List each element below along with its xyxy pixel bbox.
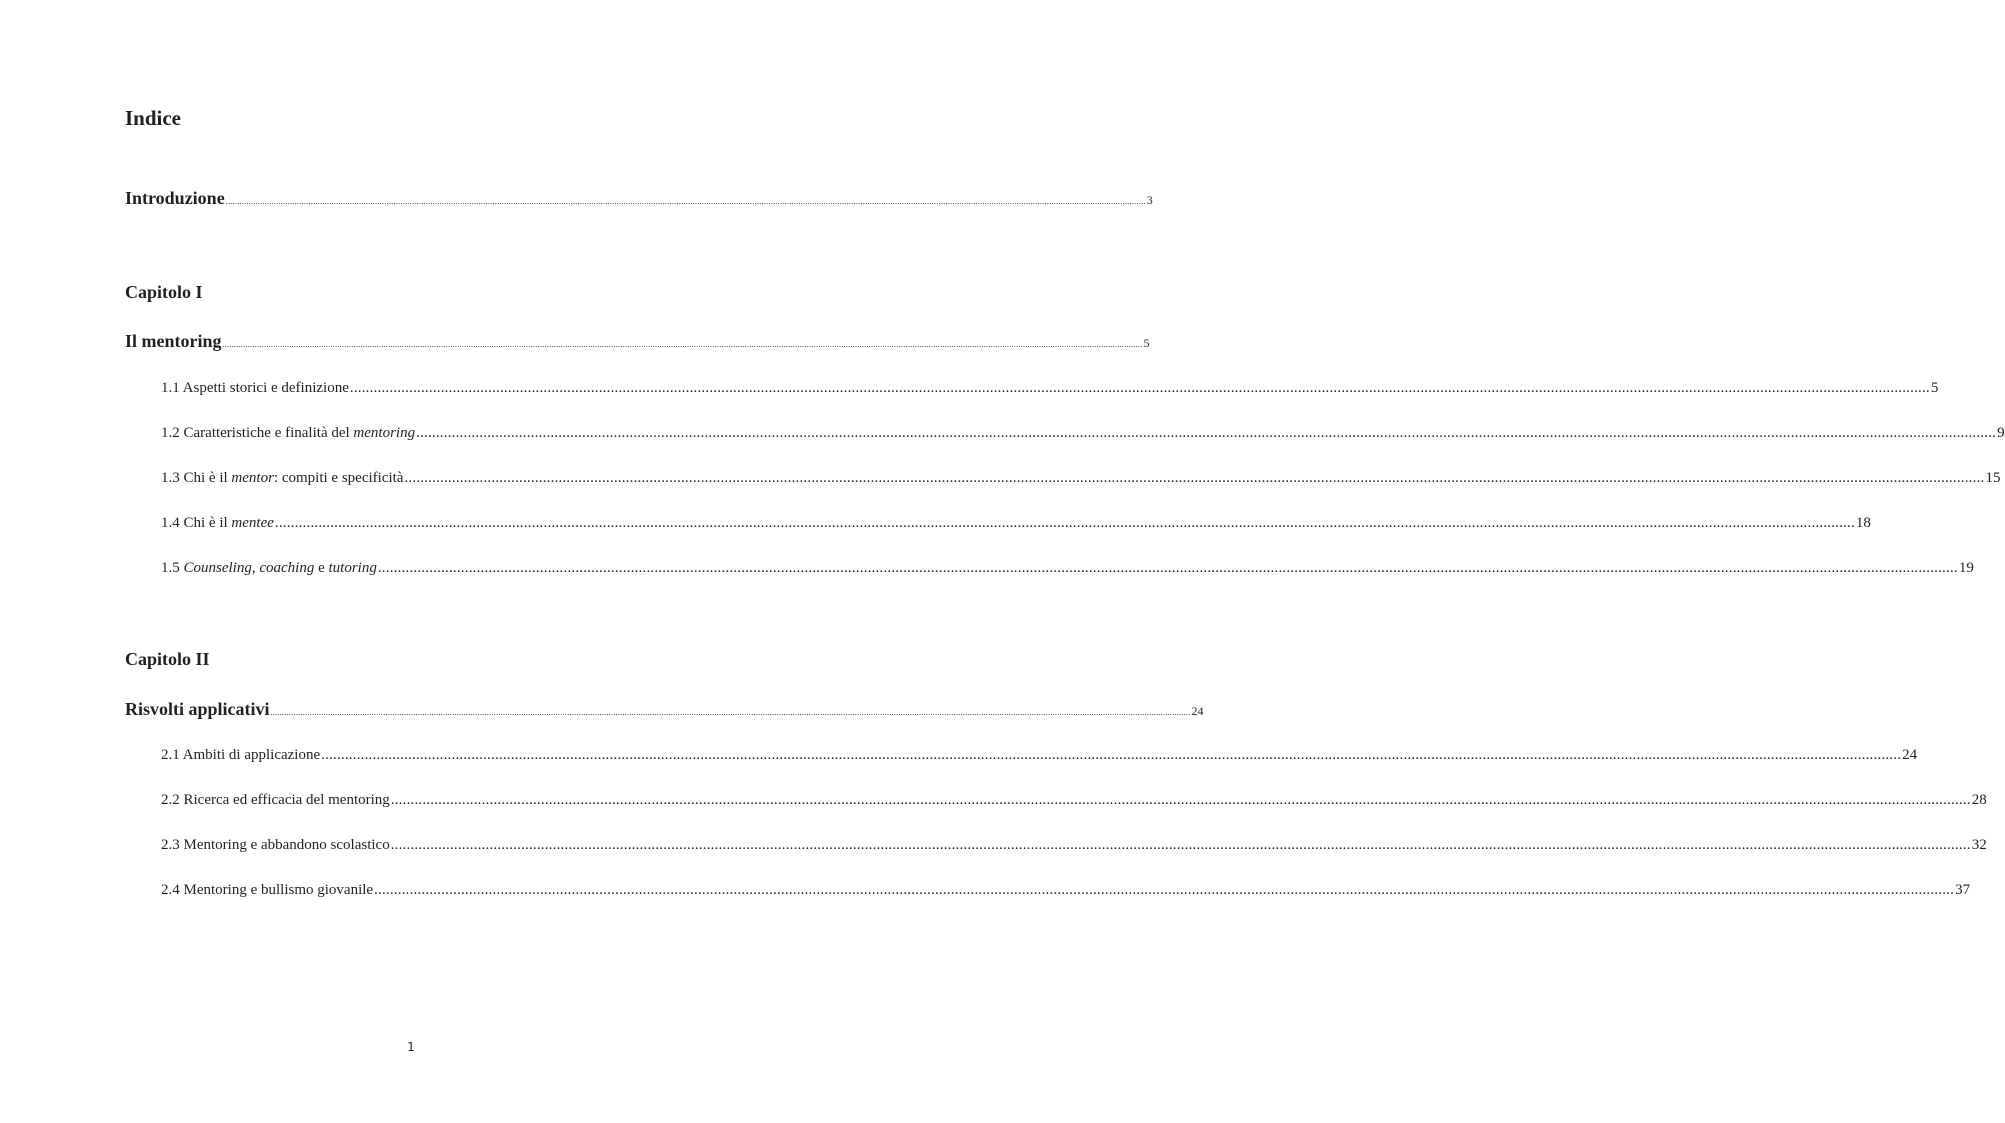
toc-entry-page: 5 xyxy=(1930,380,1939,396)
toc-subsection-entry[interactable] xyxy=(161,560,1974,577)
index-title: Indice xyxy=(125,106,182,130)
toc-entry-introduction[interactable] xyxy=(125,188,1153,209)
toc-entry-risvolti-applicativi[interactable] xyxy=(125,699,1204,720)
toc-entry-page: 9 xyxy=(1997,425,2005,441)
italic-text: coaching xyxy=(259,560,315,576)
toc-entry-label xyxy=(161,882,373,899)
text: , xyxy=(251,560,260,576)
italic-text: mentor xyxy=(231,470,274,486)
toc-entry-label: Risvolti applicativi xyxy=(125,699,270,719)
toc-entry-label xyxy=(161,380,349,397)
toc-entry-label xyxy=(161,792,390,809)
italic-text: mentoring xyxy=(353,425,416,441)
toc-entry-page: 15 xyxy=(1985,470,2001,486)
text: 1.3 Chi è il xyxy=(161,470,232,486)
toc-subsection-entry[interactable] xyxy=(161,515,1871,532)
text: 2.3 Mentoring e abbandono scolastico xyxy=(161,837,390,853)
text: 1.5 xyxy=(161,560,184,576)
toc-entry-page: 32 xyxy=(1971,837,1987,853)
toc-entry-page: 19 xyxy=(1958,560,1974,576)
text: 2.2 Ricerca ed efficacia del mentoring xyxy=(161,792,390,808)
toc-entry-page: 18 xyxy=(1855,515,1871,531)
toc-entry-label xyxy=(161,747,320,764)
page-number: 1 xyxy=(407,1040,415,1054)
toc-subsection-entry[interactable] xyxy=(161,792,1987,809)
toc-subsection-entry[interactable] xyxy=(161,747,1918,764)
italic-text: Counseling xyxy=(183,560,252,576)
text: 1.1 Aspetti storici e definizione xyxy=(161,380,349,396)
toc-entry-page: 5 xyxy=(1143,336,1150,350)
dot-leader: ................................................................................................................................................................................................................................................................................................................................................................................................................ xyxy=(222,340,1143,349)
toc-entry-label: Il mentoring xyxy=(125,331,222,351)
toc-entry-label xyxy=(161,425,415,442)
toc-entry-il-mentoring[interactable] xyxy=(125,331,1150,352)
italic-text: tutoring xyxy=(328,560,377,576)
italic-text: mentee xyxy=(231,515,274,531)
text: 2.4 Mentoring e bullismo giovanile xyxy=(161,882,374,898)
dot-leader: ................................................................................................................................................................................................................................................................................................................................................................................................................ xyxy=(274,515,1855,531)
dot-leader: ................................................................................................................................................................................................................................................................................................................................................................................................................ xyxy=(321,747,1902,763)
toc-subsection-entry[interactable] xyxy=(161,425,2005,442)
text: 1.4 Chi è il xyxy=(161,515,232,531)
toc-subsection-entry[interactable] xyxy=(161,470,2001,487)
toc-entry-page: 37 xyxy=(1955,882,1971,898)
dot-leader: ................................................................................................................................................................................................................................................................................................................................................................................................................ xyxy=(404,470,1985,486)
dot-leader: ................................................................................................................................................................................................................................................................................................................................................................................................................ xyxy=(349,380,1930,396)
dot-leader: ................................................................................................................................................................................................................................................................................................................................................................................................................ xyxy=(416,425,1997,441)
toc-entry-page: 24 xyxy=(1902,747,1918,763)
chapter-heading-2: Capitolo II xyxy=(125,649,210,669)
toc-entry-label xyxy=(161,837,390,854)
dot-leader: ................................................................................................................................................................................................................................................................................................................................................................................................................ xyxy=(390,792,1971,808)
toc-entry-page: 3 xyxy=(1146,193,1153,207)
toc-entry-page: 24 xyxy=(1191,704,1204,718)
text: : compiti e specificità xyxy=(273,470,404,486)
toc-entry-label: Introduzione xyxy=(125,188,225,208)
text: 2.1 Ambiti di applicazione xyxy=(161,747,321,763)
toc-entry-label xyxy=(161,515,274,532)
chapter-heading-1: Capitolo I xyxy=(125,282,203,302)
text: e xyxy=(314,560,329,576)
toc-entry-page: 28 xyxy=(1971,792,1987,808)
dot-leader: ................................................................................................................................................................................................................................................................................................................................................................................................................ xyxy=(390,837,1971,853)
dot-leader: ................................................................................................................................................................................................................................................................................................................................................................................................................ xyxy=(270,708,1191,717)
dot-leader: ................................................................................................................................................................................................................................................................................................................................................................................................................ xyxy=(374,882,1955,898)
toc-subsection-entry[interactable] xyxy=(161,380,1939,397)
toc-subsection-entry[interactable] xyxy=(161,837,1987,854)
dot-leader: ................................................................................................................................................................................................................................................................................................................................................................................................................ xyxy=(377,560,1958,576)
toc-entry-label xyxy=(161,470,403,487)
toc-subsection-entry[interactable] xyxy=(161,882,1971,899)
dot-leader: ................................................................................................................................................................................................................................................................................................................................................................................................................ xyxy=(225,197,1146,206)
text: 1.2 Caratteristiche e finalità del xyxy=(161,425,354,441)
toc-entry-label xyxy=(161,560,377,577)
